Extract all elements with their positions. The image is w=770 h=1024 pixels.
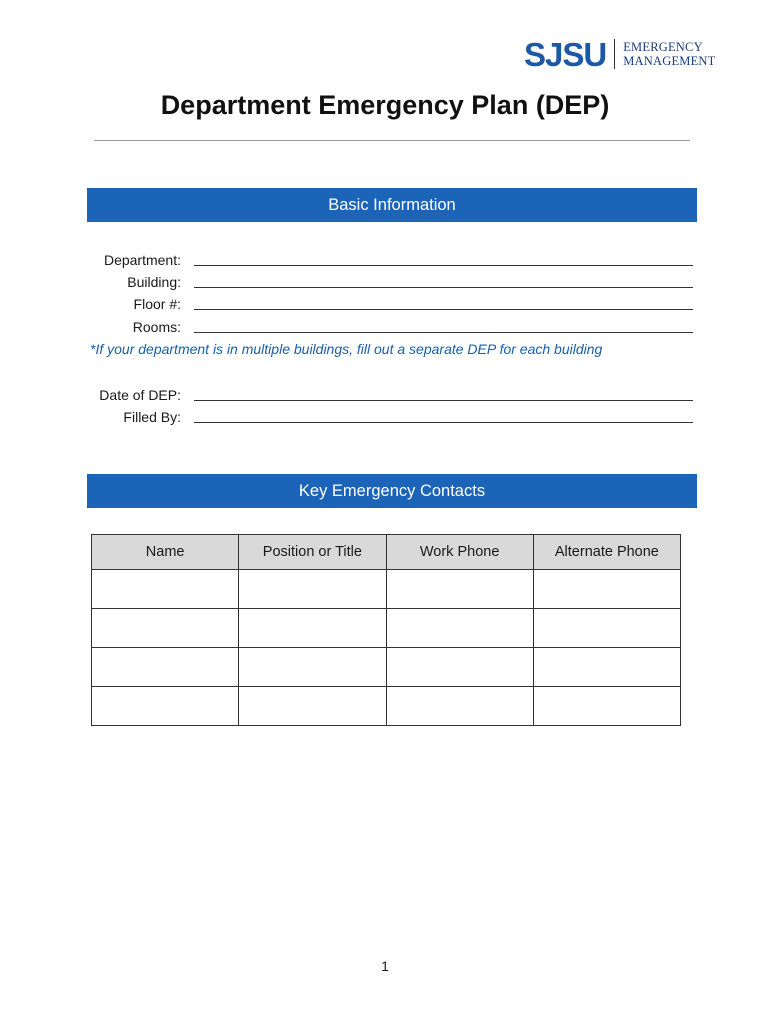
- section-basic-information-heading: Basic Information: [87, 188, 697, 222]
- page-number: 1: [381, 958, 389, 974]
- filled-by-field[interactable]: [194, 422, 693, 423]
- table-row: [92, 570, 681, 609]
- department-field[interactable]: [194, 265, 693, 266]
- title-divider: [94, 140, 690, 141]
- alternate-phone-cell[interactable]: [533, 570, 680, 609]
- column-header-position: Position or Title: [239, 535, 386, 570]
- rooms-label: Rooms:: [132, 319, 181, 335]
- department-label: Department:: [103, 252, 181, 268]
- table-row: [92, 648, 681, 687]
- floor-field[interactable]: [194, 309, 693, 310]
- logo-mark: SJSU: [524, 35, 607, 73]
- position-cell[interactable]: [239, 570, 386, 609]
- rooms-field[interactable]: [194, 332, 693, 333]
- emergency-contacts-table: [91, 534, 681, 726]
- date-of-dep-label: Date of DEP:: [99, 387, 181, 403]
- work-phone-cell[interactable]: [386, 687, 533, 726]
- column-header-name: Name: [92, 535, 239, 570]
- filled-by-label: Filled By:: [123, 409, 181, 425]
- logo-subtitle: [623, 40, 715, 68]
- alternate-phone-cell[interactable]: [533, 648, 680, 687]
- logo-subtitle-line-1: EMERGENCY: [623, 40, 703, 54]
- page-title: Department Emergency Plan (DEP): [160, 90, 610, 120]
- alternate-phone-cell[interactable]: [533, 687, 680, 726]
- name-cell[interactable]: [92, 609, 239, 648]
- alternate-phone-cell[interactable]: [533, 609, 680, 648]
- position-cell[interactable]: [239, 687, 386, 726]
- logo-subtitle-line-2: MANAGEMENT: [623, 54, 716, 68]
- work-phone-cell[interactable]: [386, 648, 533, 687]
- position-cell[interactable]: [239, 609, 386, 648]
- table-row: [92, 609, 681, 648]
- position-cell[interactable]: [239, 648, 386, 687]
- work-phone-cell[interactable]: [386, 609, 533, 648]
- work-phone-cell[interactable]: [386, 570, 533, 609]
- name-cell[interactable]: [92, 687, 239, 726]
- column-header-work-phone: Work Phone: [386, 535, 533, 570]
- section-key-emergency-contacts-heading: Key Emergency Contacts: [87, 474, 697, 508]
- name-cell[interactable]: [92, 570, 239, 609]
- date-of-dep-field[interactable]: [194, 400, 693, 401]
- multiple-buildings-note: *If your department is in multiple buildings, fill out a separate DEP for each building: [90, 341, 603, 357]
- floor-label: Floor #:: [133, 296, 181, 312]
- building-label: Building:: [127, 274, 181, 290]
- name-cell[interactable]: [92, 648, 239, 687]
- logo-divider: [614, 39, 615, 69]
- building-field[interactable]: [194, 287, 693, 288]
- table-header-row: [92, 535, 681, 570]
- sjsu-emergency-management-logo: [524, 36, 724, 72]
- table-row: [92, 687, 681, 726]
- column-header-alternate-phone: Alternate Phone: [533, 535, 680, 570]
